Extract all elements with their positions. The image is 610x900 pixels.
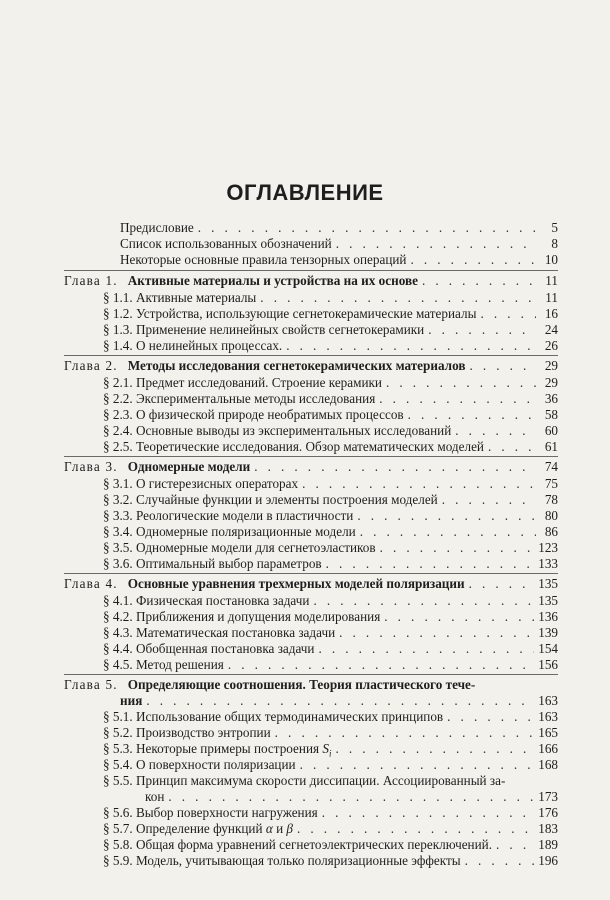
section-title: Принцип максимума скорости диссипации. Ассоциированный за-: [135, 773, 506, 788]
chapter-label: Глава 4.: [64, 576, 118, 591]
page-number: 16: [544, 306, 558, 321]
dot-leader: [465, 853, 535, 868]
section-number: § 2.5.: [103, 439, 133, 454]
page-number: 58: [544, 407, 558, 422]
section-number: § 5.2.: [103, 725, 133, 740]
chapter-label: Глава 1.: [64, 273, 118, 288]
section-number: § 3.1.: [103, 476, 133, 491]
dot-leader: [428, 322, 536, 337]
math-symbol: S: [322, 741, 329, 756]
page-number: 168: [538, 757, 558, 772]
section-title: Обобщенная постановка задачи: [135, 641, 315, 656]
chapter-entry-continued[interactable]: [120, 693, 558, 708]
dot-leader: [447, 709, 534, 724]
toc-entry[interactable]: [120, 236, 558, 251]
page-number: 29: [544, 358, 558, 373]
page-number: 189: [538, 837, 558, 852]
dot-leader: [146, 693, 534, 708]
section-title: О нелинейных процессах.: [135, 338, 283, 353]
section-entry[interactable]: [103, 540, 558, 555]
page-number: 26: [544, 338, 558, 353]
section-entry[interactable]: [103, 508, 558, 523]
section-title: Физическая постановка задачи: [135, 593, 310, 608]
page-number: 166: [538, 741, 558, 756]
dot-leader: [384, 609, 534, 624]
section-entry[interactable]: [103, 725, 558, 740]
page-number: 24: [544, 322, 558, 337]
page-number: 136: [538, 609, 558, 624]
page-number: 11: [545, 273, 558, 288]
section-entry[interactable]: [103, 423, 558, 438]
section-number: § 1.2.: [103, 306, 133, 321]
section-number: § 1.3.: [103, 322, 133, 337]
section-entry[interactable]: [103, 391, 558, 406]
section-entry[interactable]: [103, 322, 558, 337]
section-title: Активные материалы: [135, 290, 257, 305]
section-number: § 3.4.: [103, 524, 133, 539]
page-number: 5: [551, 220, 558, 235]
section-title: Метод решения: [135, 657, 224, 672]
section-title: Одномерные модели для сегнетоэластиков: [135, 540, 376, 555]
section-entry[interactable]: [103, 853, 558, 868]
dot-leader: [300, 757, 535, 772]
section-number: § 1.4.: [103, 338, 133, 353]
page-number: 163: [538, 693, 558, 708]
section-entry[interactable]: [103, 709, 558, 724]
section-number: § 5.1.: [103, 709, 133, 724]
page-number: 36: [544, 391, 558, 406]
dot-leader: [496, 837, 534, 852]
chapter-title: Одномерные модели: [127, 459, 251, 474]
section-entry[interactable]: [103, 837, 558, 852]
section-title: Случайные функции и элементы построения моделей: [135, 492, 438, 507]
section-title: Основные выводы из экспериментальных исследований: [135, 423, 452, 438]
page-number: 10: [544, 252, 558, 267]
section-entry[interactable]: [103, 609, 558, 624]
divider: [64, 573, 558, 574]
page-number: 173: [538, 789, 558, 804]
page-number: 74: [544, 459, 558, 474]
section-entry[interactable]: [103, 439, 558, 454]
math-alpha: α: [265, 821, 273, 836]
chapter-label: Глава 5.: [64, 677, 118, 692]
section-entry[interactable]: [103, 338, 558, 353]
section-entry-continued[interactable]: [145, 789, 558, 804]
dot-leader: [357, 508, 536, 523]
dot-leader: [198, 220, 536, 235]
chapter-entry[interactable]: [64, 273, 558, 288]
section-entry[interactable]: [103, 290, 558, 305]
toc-entry[interactable]: [120, 252, 558, 267]
section-number: § 2.3.: [103, 407, 133, 422]
page-number: 135: [538, 576, 558, 591]
section-entry[interactable]: [103, 556, 558, 571]
math-beta: β: [286, 821, 293, 836]
divider: [64, 456, 558, 457]
page-number: 61: [544, 439, 558, 454]
divider: [64, 270, 558, 271]
section-number: § 3.5.: [103, 540, 133, 555]
section-number: § 5.3.: [103, 741, 133, 756]
section-title: Выбор поверхности нагружения: [135, 805, 318, 820]
page-number: 196: [538, 853, 558, 868]
page-number: 75: [544, 476, 558, 491]
section-number: § 4.4.: [103, 641, 133, 656]
chapter-title: Активные материалы и устройства на их основе: [127, 273, 418, 288]
page-number: 8: [551, 236, 558, 251]
page-number: 133: [538, 556, 558, 571]
dot-leader: [411, 252, 537, 267]
page-number: 123: [538, 540, 558, 555]
dot-leader: [379, 391, 536, 406]
dot-leader: [408, 407, 536, 422]
dot-leader: [326, 556, 535, 571]
dot-leader: [336, 236, 536, 251]
section-number: § 5.9.: [103, 853, 133, 868]
section-entry[interactable]: [103, 625, 558, 640]
dot-leader: [469, 358, 536, 373]
section-number: § 2.2.: [103, 391, 133, 406]
chapter-entry[interactable]: [64, 576, 558, 591]
section-number: § 1.1.: [103, 290, 133, 305]
section-entry[interactable]: [103, 407, 558, 422]
section-entry[interactable]: [103, 757, 558, 772]
section-title: Определение функций: [135, 821, 263, 836]
section-entry[interactable]: [103, 805, 558, 820]
section-entry[interactable]: [103, 492, 558, 507]
divider: [64, 674, 558, 675]
section-title: Общая форма уравнений сегнетоэлектрических переключений.: [135, 837, 493, 852]
page-number: 183: [538, 821, 558, 836]
section-number: § 4.2.: [103, 609, 133, 624]
chapter-label: Глава 2.: [64, 358, 118, 373]
section-title: Использование общих термодинамических принципов: [135, 709, 444, 724]
section-title: Производство энтропии: [135, 725, 271, 740]
entry-title: Некоторые основные правила тензорных операций: [120, 252, 407, 267]
dot-leader: [254, 459, 536, 474]
section-number: § 3.6.: [103, 556, 133, 571]
section-title: О поверхности поляризации: [135, 757, 296, 772]
page-number: 60: [544, 423, 558, 438]
dot-leader: [286, 338, 536, 353]
section-title: Оптимальный выбор параметров: [135, 556, 322, 571]
dot-leader: [480, 306, 536, 321]
entry-title: Список использованных обозначений: [120, 236, 332, 251]
dot-leader: [275, 725, 535, 740]
section-number: § 4.5.: [103, 657, 133, 672]
chapter-label: Глава 3.: [64, 459, 118, 474]
section-title: О гистерезисных операторах: [135, 476, 299, 491]
page-number: 29: [544, 375, 558, 390]
page-number: 156: [538, 657, 558, 672]
section-number: § 5.8.: [103, 837, 133, 852]
section-number: § 3.2.: [103, 492, 133, 507]
page-title: ОГЛАВЛЕНИЕ: [226, 180, 384, 205]
dot-leader: [313, 593, 534, 608]
section-entry[interactable]: [103, 524, 558, 539]
section-number: § 2.4.: [103, 423, 133, 438]
dot-leader: [322, 805, 534, 820]
section-title: Модель, учитывающая только поляризационные эффекты: [135, 853, 461, 868]
section-number: § 5.7.: [103, 821, 133, 836]
section-title: Некоторые примеры построения: [135, 741, 320, 756]
section-entry[interactable]: [103, 476, 558, 491]
dot-leader: [168, 789, 534, 804]
page-number: 163: [538, 709, 558, 724]
dot-leader: [318, 641, 534, 656]
dot-leader: [442, 492, 536, 507]
page-number: 80: [544, 508, 558, 523]
section-title: Теоретические исследования. Обзор математических моделей: [135, 439, 484, 454]
dot-leader: [380, 540, 535, 555]
dot-leader: [228, 657, 534, 672]
page-number: 135: [538, 593, 558, 608]
section-title: Применение нелинейных свойств сегнетокерамики: [135, 322, 425, 337]
section-number: § 4.1.: [103, 593, 133, 608]
dot-leader: [469, 576, 535, 591]
section-number: § 2.1.: [103, 375, 133, 390]
dot-leader: [302, 476, 536, 491]
section-title: Устройства, использующие сегнетокерамические материалы: [135, 306, 477, 321]
section-number: § 5.5.: [103, 773, 133, 788]
chapter-title: Основные уравнения трехмерных моделей поляризации: [127, 576, 465, 591]
divider: [64, 355, 558, 356]
dot-leader: [336, 741, 535, 756]
dot-leader: [297, 821, 534, 836]
dot-leader: [488, 439, 536, 454]
chapter-title-continued: ния: [120, 693, 143, 708]
section-entry[interactable]: [103, 657, 558, 672]
section-number: § 5.6.: [103, 805, 133, 820]
section-title: Математическая постановка задачи: [135, 625, 336, 640]
page-number: 176: [538, 805, 558, 820]
page-number: 86: [544, 524, 558, 539]
dot-leader: [360, 524, 536, 539]
section-entry[interactable]: [103, 821, 558, 836]
dot-leader: [422, 273, 536, 288]
toc-entry[interactable]: [120, 220, 558, 235]
section-title: Реологические модели в пластичности: [135, 508, 354, 523]
dot-leader: [260, 290, 536, 305]
page-number: 154: [538, 641, 558, 656]
chapter-entry[interactable]: [64, 459, 558, 474]
page-number: 11: [545, 290, 558, 305]
section-number: § 4.3.: [103, 625, 133, 640]
page-number: 139: [538, 625, 558, 640]
section-title: О физической природе необратимых процессов: [135, 407, 404, 422]
chapter-title: Методы исследования сегнетокерамических материалов: [127, 358, 466, 373]
chapter-title: Определяющие соотношения. Теория пластического тече-: [127, 677, 476, 692]
section-entry[interactable]: [103, 593, 558, 608]
page-number: 165: [538, 725, 558, 740]
page-number: 78: [544, 492, 558, 507]
section-number: § 5.4.: [103, 757, 133, 772]
dot-leader: [339, 625, 534, 640]
section-entry[interactable]: [103, 641, 558, 656]
section-title: Приближения и допущения моделирования: [135, 609, 381, 624]
chapter-entry[interactable]: [64, 677, 475, 692]
section-entry[interactable]: [103, 306, 558, 321]
dot-leader: [386, 375, 536, 390]
section-entry[interactable]: [103, 375, 558, 390]
section-title-continued: кон: [145, 789, 165, 804]
section-title: Предмет исследований. Строение керамики: [135, 375, 382, 390]
section-entry[interactable]: [103, 773, 505, 788]
section-title: Экспериментальные методы исследования: [135, 391, 376, 406]
entry-title: Предисловие: [120, 220, 194, 235]
section-title: Одномерные поляризационные модели: [135, 524, 356, 539]
conjunction: и: [276, 821, 284, 836]
chapter-entry[interactable]: [64, 358, 558, 373]
section-number: § 3.3.: [103, 508, 133, 523]
dot-leader: [455, 423, 536, 438]
math-subscript: i: [328, 748, 332, 759]
